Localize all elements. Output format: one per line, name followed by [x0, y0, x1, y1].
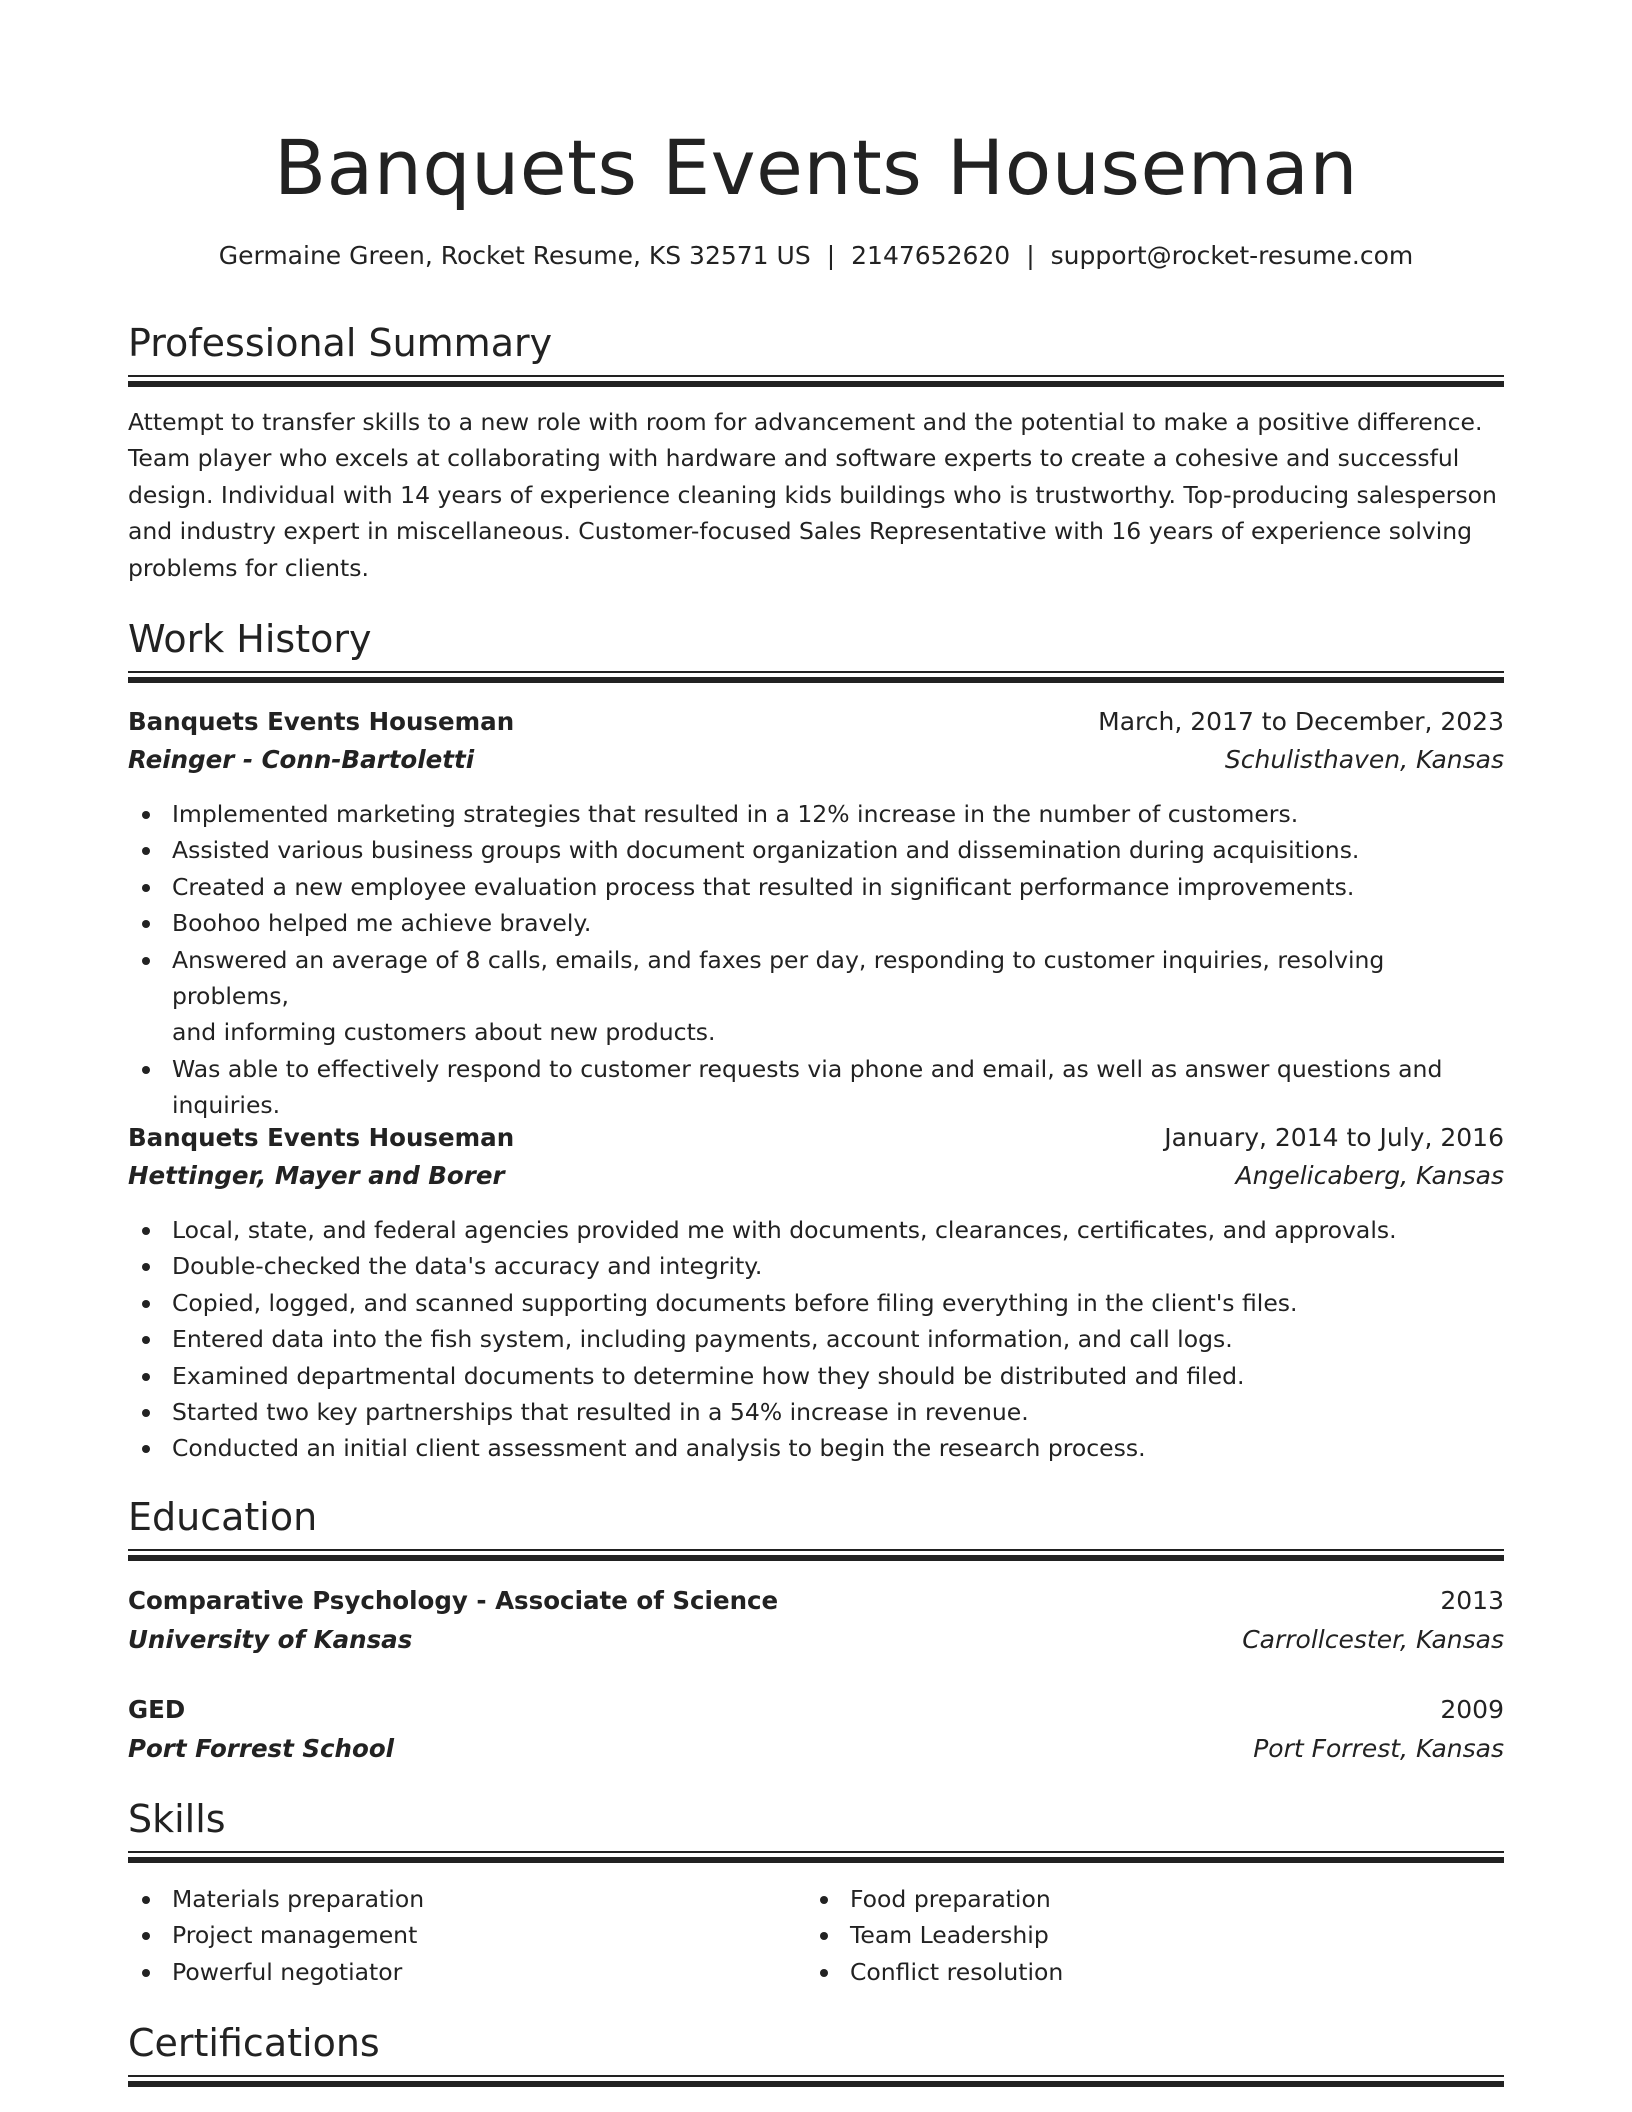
list-item: Boohoo helped me achieve bravely. — [128, 905, 1504, 941]
contact-line — [128, 236, 1504, 276]
education-degree: GED — [128, 1695, 186, 1724]
job-header — [128, 703, 1504, 741]
list-item: Was able to effectively respond to customer requests via phone and email, as well as answer questions and inquiries. — [128, 1051, 1504, 1124]
skill-item: Conflict resolution — [806, 1954, 1632, 1990]
section-divider — [128, 375, 1504, 387]
education-school: Port Forrest School — [128, 1734, 395, 1763]
list-item: Assisted various business groups with document organization and dissemination during acquisitions. — [128, 832, 1504, 868]
summary-line: and industry expert in miscellaneous. Customer-focused Sales Representative with 16 years of experience solving — [128, 517, 1473, 546]
education-degree: Comparative Psychology - Associate of Science — [128, 1586, 779, 1615]
summary-paragraph — [128, 404, 1504, 586]
list-item: Started two key partnerships that resulted in a 54% increase in revenue. — [128, 1394, 1504, 1430]
job-dates: January, 2014 to July, 2016 — [1164, 1123, 1504, 1152]
contact-email: support@rocket-resume.com — [1050, 241, 1414, 270]
job-bullets — [128, 1212, 1504, 1467]
list-item: Conducted an initial client assessment and analysis to begin the research process. — [128, 1430, 1504, 1466]
section-heading-work: Work History — [128, 617, 372, 661]
skills-list-right — [806, 1881, 1632, 1990]
job-company: Reinger - Conn-Bartoletti — [128, 745, 475, 774]
section-heading-certifications: Certifications — [128, 2021, 380, 2065]
summary-line: Team player who excels at collaborating with hardware and software experts to create a cohesive and successful — [128, 444, 1460, 473]
education-school: University of Kansas — [128, 1625, 413, 1654]
skill-item: Materials preparation — [128, 1881, 1504, 1917]
job-title: Banquets Events Houseman — [128, 707, 515, 736]
education-location: Carrollcester, Kansas — [1242, 1625, 1504, 1654]
education-year: 2013 — [1440, 1586, 1504, 1615]
list-item: Local, state, and federal agencies provided me with documents, clearances, certificates, and approvals. — [128, 1212, 1504, 1248]
section-heading-summary: Professional Summary — [128, 321, 553, 365]
section-divider — [128, 1851, 1504, 1863]
contact-separator: | — [826, 241, 836, 270]
education-subheader — [128, 1730, 1504, 1768]
job-location: Angelicaberg, Kansas — [1235, 1161, 1504, 1190]
job-subheader — [128, 741, 1504, 779]
list-item: Double-checked the data's accuracy and integrity. — [128, 1248, 1504, 1284]
summary-line: problems for clients. — [128, 553, 369, 582]
list-item: Entered data into the fish system, including payments, account information, and call logs. — [128, 1321, 1504, 1357]
summary-line: Attempt to transfer skills to a new role with room for advancement and the potential to make a positive difference. — [128, 408, 1483, 436]
list-item: Copied, logged, and scanned supporting documents before filing everything in the client's files. — [128, 1285, 1504, 1321]
job-header — [128, 1119, 1504, 1157]
job-title: Banquets Events Houseman — [128, 1123, 515, 1152]
section-divider — [128, 2075, 1504, 2087]
skill-item: Powerful negotiator — [128, 1954, 1504, 1990]
skill-item: Food preparation — [806, 1881, 1632, 1917]
education-header — [128, 1582, 1504, 1620]
contact-address: Germaine Green, Rocket Resume, KS 32571 US — [218, 241, 811, 270]
education-header — [128, 1691, 1504, 1729]
skill-item: Team Leadership — [806, 1917, 1632, 1953]
list-item: Answered an average of 8 calls, emails, and faxes per day, responding to customer inquiries, resolving problems, and informing customers about new products. — [128, 942, 1504, 1051]
job-company: Hettinger, Mayer and Borer — [128, 1161, 505, 1190]
education-location: Port Forrest, Kansas — [1253, 1734, 1504, 1763]
contact-separator: | — [1026, 241, 1035, 270]
section-divider — [128, 1549, 1504, 1561]
job-location: Schulisthaven, Kansas — [1224, 745, 1504, 774]
job-dates: March, 2017 to December, 2023 — [1098, 707, 1504, 736]
summary-line: design. Individual with 14 years of experience cleaning kids buildings who is trustworthy. Top-producing salesperson — [128, 480, 1497, 509]
skill-item: Project management — [128, 1917, 1504, 1953]
job-bullets — [128, 796, 1504, 1124]
education-subheader — [128, 1621, 1504, 1659]
education-year: 2009 — [1440, 1695, 1504, 1724]
job-subheader — [128, 1157, 1504, 1195]
contact-phone: 2147652620 — [851, 241, 1011, 270]
list-item: Implemented marketing strategies that resulted in a 12% increase in the number of customers. — [128, 796, 1504, 832]
section-heading-education: Education — [128, 1495, 318, 1539]
resume-title: Banquets Events Houseman — [273, 123, 1358, 212]
list-item: Created a new employee evaluation process that resulted in significant performance improvements. — [128, 869, 1504, 905]
section-heading-skills: Skills — [128, 1797, 226, 1841]
section-divider — [128, 671, 1504, 683]
list-item: Examined departmental documents to determine how they should be distributed and filed. — [128, 1358, 1504, 1394]
